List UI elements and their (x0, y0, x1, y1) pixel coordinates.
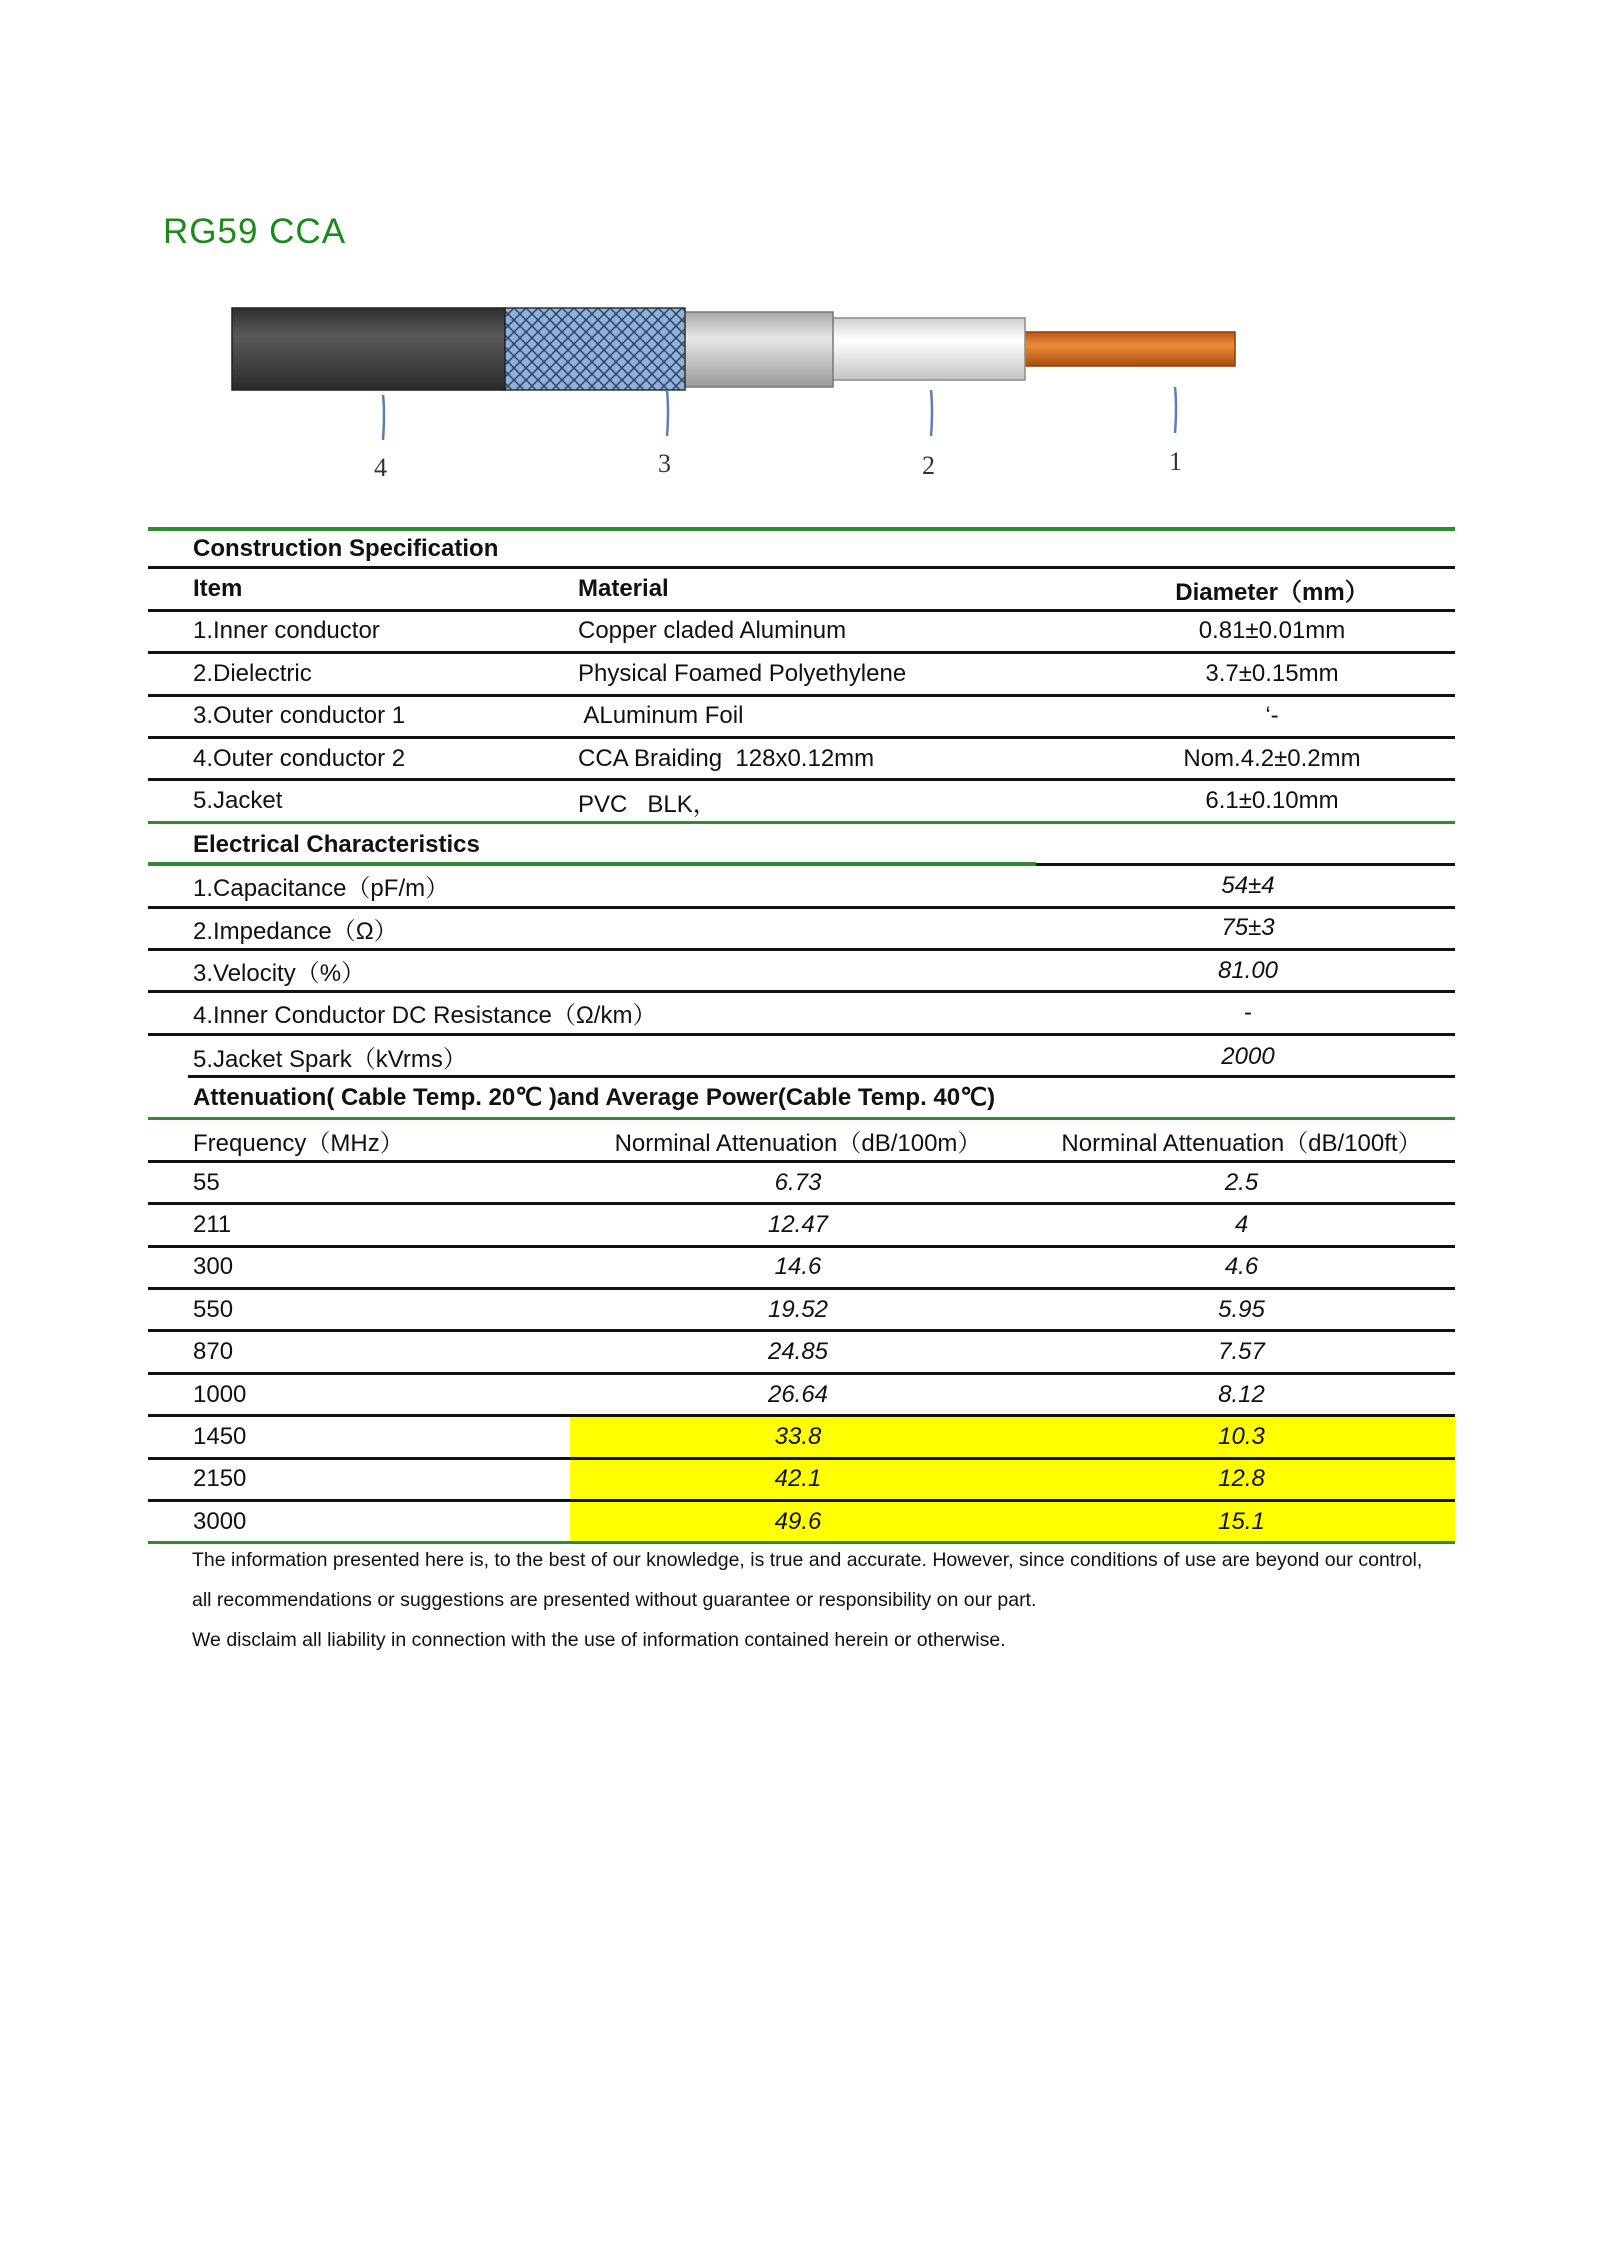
item-cell: 5.Jacket (193, 787, 283, 815)
callout-line (931, 390, 932, 436)
table-row (148, 697, 1455, 739)
frequency-cell: 300 (193, 1253, 234, 1281)
column-header: Diameter（mm） (1175, 578, 1369, 606)
parameter-cell: 5.Jacket Spark（kVrms） (193, 1046, 467, 1074)
table-row (148, 1290, 1455, 1332)
section-heading: Electrical Characteristics (193, 830, 480, 858)
item-cell: 2.Dielectric (193, 659, 312, 687)
attenuation-ft-cell: 4.6 (1224, 1253, 1259, 1281)
attenuation-ft-cell: 7.57 (1218, 1338, 1265, 1366)
table-row (148, 1163, 1455, 1205)
item-cell: 1.Inner conductor (193, 617, 380, 645)
frequency-cell: 550 (193, 1295, 234, 1323)
table-row (148, 1248, 1455, 1290)
material-cell: CCA Braiding 128x0.12mm (578, 744, 875, 772)
disclaimer-line: The information presented here is, to the best of our knowledge, is true and accurate. However, since conditions of use are beyond our control, (192, 1549, 1423, 1571)
callout-label: 1 (1169, 447, 1182, 476)
attenuation-ft-cell: 8.12 (1218, 1380, 1265, 1408)
attenuation-ft-cell: 12.8 (1218, 1465, 1265, 1493)
table-row (148, 951, 1455, 993)
attenuation-m-cell: 42.1 (774, 1465, 822, 1493)
dielectric-layer (830, 318, 1025, 380)
material-cell: Physical Foamed Polyethylene (578, 659, 907, 687)
table-row (148, 993, 1455, 1035)
item-cell: 3.Outer conductor 1 (193, 702, 406, 730)
attenuation-ft-cell: 15.1 (1218, 1507, 1265, 1535)
construction-heading-row (148, 527, 1455, 569)
material-cell: PVC BLK， (578, 790, 717, 818)
attenuation-ft-cell: 10.3 (1218, 1422, 1265, 1450)
diameter-cell: 6.1±0.10mm (1205, 787, 1339, 815)
diameter-cell: ‘- (1265, 702, 1279, 730)
disclaimer-line: We disclaim all liability in connection with the use of information contained herein or otherwise. (192, 1629, 1006, 1651)
disclaimer-line: all recommendations or suggestions are presented without guarantee or responsibility on our part. (192, 1589, 1037, 1611)
column-header: Frequency（MHz） (193, 1129, 404, 1157)
table-row (148, 1205, 1455, 1247)
item-cell: 4.Outer conductor 2 (193, 744, 406, 772)
attenuation-m-cell: 12.47 (767, 1210, 829, 1238)
attenuation-m-cell: 6.73 (774, 1168, 822, 1196)
table-row (148, 909, 1455, 951)
disclaimer (192, 1547, 1452, 1667)
value-cell: 2000 (1221, 1042, 1275, 1070)
attenuation-m-cell: 26.64 (767, 1380, 829, 1408)
value-cell: 75±3 (1221, 914, 1275, 942)
callout-label: 2 (922, 451, 935, 480)
parameter-cell: 1.Capacitance（pF/m） (193, 875, 450, 903)
spec-table (148, 527, 1455, 1544)
attenuation-ft-cell: 5.95 (1218, 1295, 1265, 1323)
parameter-cell: 3.Velocity（%） (193, 960, 366, 988)
frequency-cell: 870 (193, 1338, 234, 1366)
section-heading: Attenuation( Cable Temp. 20℃ )and Average Power(Cable Temp. 40℃) (193, 1084, 996, 1112)
section-heading: Construction Specification (193, 534, 499, 562)
table-row (148, 1375, 1455, 1417)
foil-layer (683, 312, 833, 387)
construction-header-row (148, 569, 1455, 611)
attenuation-ft-cell: 2.5 (1224, 1168, 1259, 1196)
table-row (148, 654, 1455, 696)
column-header: Norminal Attenuation（dB/100m） (614, 1129, 982, 1157)
frequency-cell: 211 (193, 1210, 232, 1238)
conductor-layer (1020, 332, 1235, 366)
material-cell: ALuminum Foil (578, 702, 744, 730)
table-row (148, 739, 1455, 781)
attenuation-m-cell: 33.8 (774, 1422, 822, 1450)
attenuation-ft-cell: 4 (1234, 1210, 1249, 1238)
column-header: Norminal Attenuation（dB/100ft） (1061, 1129, 1422, 1157)
frequency-cell: 1450 (193, 1422, 247, 1450)
braid-layer (503, 308, 685, 390)
callout-line (383, 395, 384, 440)
attenuation-m-cell: 49.6 (774, 1507, 822, 1535)
attenuation-m-cell: 24.85 (767, 1338, 829, 1366)
table-row (148, 612, 1455, 654)
callout-line (1175, 387, 1176, 433)
attenuation-m-cell: 14.6 (774, 1253, 822, 1281)
table-row (148, 781, 1455, 823)
attenuation-m-cell: 19.52 (767, 1295, 829, 1323)
diameter-cell: 3.7±0.15mm (1205, 659, 1339, 687)
page-title: RG59 CCA (163, 212, 347, 251)
table-row (148, 1332, 1455, 1374)
table-row-highlighted (148, 1460, 1455, 1502)
frequency-cell: 2150 (193, 1465, 247, 1493)
attenuation-heading-row (148, 1078, 1455, 1120)
column-header: Material (578, 575, 669, 603)
parameter-cell: 4.Inner Conductor DC Resistance（Ω/km） (193, 1002, 657, 1030)
table-row-highlighted (148, 1417, 1455, 1459)
material-cell: Copper claded Aluminum (578, 617, 847, 645)
parameter-cell: 2.Impedance（Ω） (193, 917, 398, 945)
jacket-layer (232, 308, 505, 390)
diameter-cell: Nom.4.2±0.2mm (1183, 744, 1361, 772)
attenuation-header-row (148, 1120, 1455, 1162)
table-row-highlighted (148, 1502, 1455, 1544)
value-cell: - (1244, 998, 1252, 1026)
value-cell: 54±4 (1221, 871, 1275, 899)
table-row (148, 1036, 1455, 1078)
callout-label: 3 (658, 449, 671, 478)
frequency-cell: 3000 (193, 1507, 247, 1535)
frequency-cell: 55 (193, 1168, 220, 1196)
electrical-heading-row (148, 824, 1455, 866)
frequency-cell: 1000 (193, 1380, 247, 1408)
callout-line (667, 390, 668, 436)
column-header: Item (193, 575, 243, 603)
diameter-cell: 0.81±0.01mm (1198, 617, 1346, 645)
value-cell: 81.00 (1217, 956, 1279, 984)
table-row (148, 866, 1455, 908)
callout-label: 4 (374, 453, 387, 482)
